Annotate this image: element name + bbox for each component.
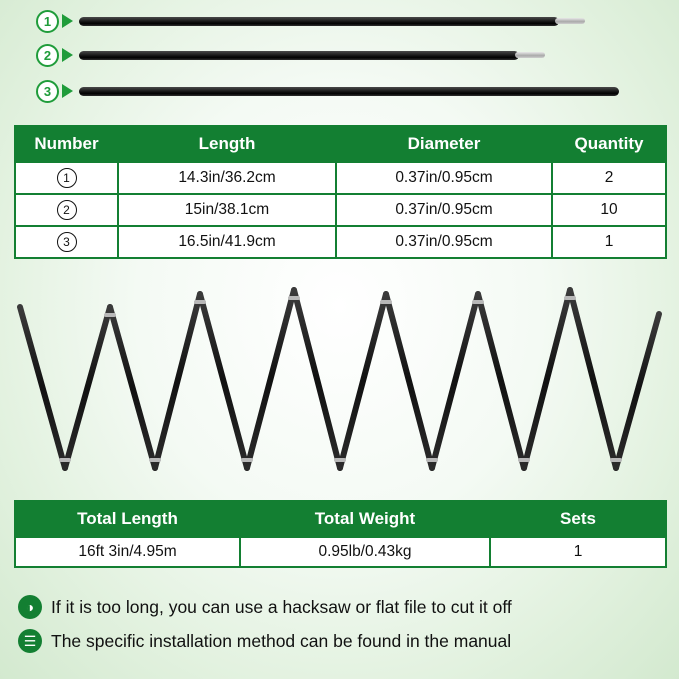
note-text: If it is too long, you can use a hacksaw or flat file to cut it off: [51, 596, 512, 617]
cell-quantity: 1: [552, 226, 666, 258]
cell-number: [15, 226, 118, 258]
table-row: [15, 537, 666, 567]
cell-diameter: 0.37in/0.95cm: [336, 194, 552, 226]
row-badge-1: 1: [57, 168, 77, 188]
cell-quantity: 10: [552, 194, 666, 226]
notes-list: [18, 595, 668, 663]
rod-legend-row-3: [36, 76, 619, 106]
cell-total-length: 16ft 3in/4.95m: [15, 537, 240, 567]
rod-graphic-1: [79, 17, 559, 26]
table-row: [15, 194, 666, 226]
rod-legend-row-2: [36, 40, 519, 70]
table-row: [15, 226, 666, 258]
cell-length: 15in/38.1cm: [118, 194, 336, 226]
rod-badge-1: 1: [36, 10, 59, 33]
table-header-row: [15, 501, 666, 537]
rod-ferrule-icon: [555, 18, 585, 24]
totals-table: [14, 500, 667, 568]
row-badge-2: 2: [57, 200, 77, 220]
column-header-total-length: Total Length: [15, 501, 240, 537]
cell-quantity: 2: [552, 162, 666, 194]
cell-diameter: 0.37in/0.95cm: [336, 162, 552, 194]
arrow-icon: [62, 14, 73, 28]
table-header-row: [15, 126, 666, 162]
cell-sets: 1: [490, 537, 666, 567]
cell-length: 14.3in/36.2cm: [118, 162, 336, 194]
zigzag-assembly-diagram: [0, 272, 679, 497]
column-header-quantity: Quantity: [552, 126, 666, 162]
arrow-icon: [62, 84, 73, 98]
arrow-icon: [62, 48, 73, 62]
manual-icon: ☰: [18, 629, 42, 653]
rod-badge-2: 2: [36, 44, 59, 67]
specs-table: [14, 125, 667, 259]
note-item: [18, 595, 668, 619]
cell-diameter: 0.37in/0.95cm: [336, 226, 552, 258]
column-header-number: Number: [15, 126, 118, 162]
cell-number: [15, 194, 118, 226]
column-header-diameter: Diameter: [336, 126, 552, 162]
column-header-length: Length: [118, 126, 336, 162]
rod-badge-3: 3: [36, 80, 59, 103]
cell-length: 16.5in/41.9cm: [118, 226, 336, 258]
rod-ferrule-icon: [515, 52, 545, 58]
rod-graphic-2: [79, 51, 519, 60]
column-header-total-weight: Total Weight: [240, 501, 490, 537]
column-header-sets: Sets: [490, 501, 666, 537]
rod-legend: [0, 0, 679, 118]
tool-icon: ◑: [18, 595, 42, 619]
row-badge-3: 3: [57, 232, 77, 252]
table-row: [15, 162, 666, 194]
rod-legend-row-1: [36, 6, 559, 36]
note-item: [18, 629, 668, 653]
cell-total-weight: 0.95lb/0.43kg: [240, 537, 490, 567]
note-text: The specific installation method can be found in the manual: [51, 630, 512, 651]
cell-number: [15, 162, 118, 194]
rod-graphic-3: [79, 87, 619, 96]
